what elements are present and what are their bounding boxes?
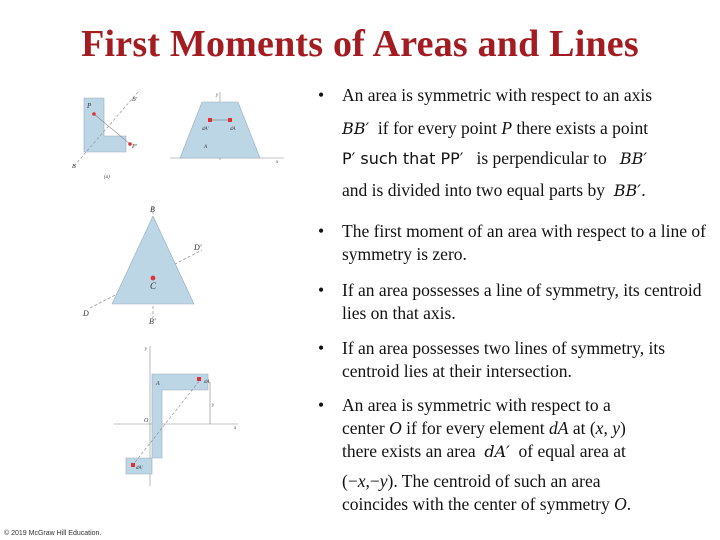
bullet5-line3: there exists an area dA′ of equal area at (342, 441, 626, 461)
label-d: D (83, 309, 89, 318)
bullet5-line2: center O if for every element dA at (x, y) (342, 418, 626, 438)
label-x: x (276, 160, 279, 165)
label-b: B (150, 205, 155, 214)
figure-a-l-shape (70, 88, 170, 188)
label-y-distance: y (212, 403, 215, 408)
bullet-dot: • (318, 338, 325, 358)
label-y: y (145, 347, 148, 352)
label-da-prime: dA′ (202, 127, 209, 132)
figure-d-z-shape (112, 340, 247, 490)
label-c: C (150, 281, 157, 291)
label-p-prime: P′ (132, 144, 137, 150)
label-a: (a) (104, 175, 110, 180)
label-y: y (216, 93, 219, 98)
bullet-symmetric-axis (318, 84, 713, 204)
label-p: P (87, 102, 92, 110)
label-o: O (144, 418, 149, 424)
bullet-symmetric-center (318, 394, 713, 524)
label-d-prime: D′ (194, 243, 202, 252)
label-area-a: A (156, 381, 160, 387)
bullet-dot: • (318, 221, 325, 241)
bullet1-line4: and is divided into two equal parts by BB′. (342, 180, 646, 200)
label-x: x (234, 426, 237, 431)
label-area-a: A (204, 145, 208, 150)
bullet5-line4: (−x,−y). The centroid of such an area (342, 471, 601, 491)
bullet3-text: If an area possesses a line of symmetry, its centroid lies on that axis. (342, 280, 702, 323)
bullet-dot: • (318, 280, 325, 300)
label-b: B (72, 164, 76, 170)
slide-title: First Moments of Areas and Lines (81, 23, 639, 65)
bullet-dot: • (318, 395, 325, 415)
copyright-footer: © 2019 McGraw Hill Education. (4, 530, 102, 537)
bullet1-line2: BB′ if for every point P there exists a point (342, 118, 649, 138)
label-b-prime: B′ (132, 97, 137, 103)
bullet1-line1: An area is symmetric with respect to an axis (342, 85, 653, 105)
bullet5-line5: coincides with the center of symmetry O. (342, 494, 632, 514)
bullet-dot: • (318, 85, 325, 105)
figure-c-triangle (80, 198, 220, 328)
label-da: dA (204, 380, 210, 385)
bullet1-line3: P′ such that PP′ is perpendicular to BB′ (342, 148, 648, 168)
label-b-prime: B′ (149, 317, 156, 326)
label-da: dA (230, 127, 236, 132)
figure-b-trapezoid (168, 88, 290, 168)
bullet2-text: The first moment of an area with respect to a line of symmetry is zero. (342, 221, 706, 264)
bullet5-line1: An area is symmetric with respect to a (342, 395, 611, 415)
label-da-prime: dA′ (136, 466, 143, 471)
bullet4-text: If an area possesses two lines of symmetry, its centroid lies at their intersection. (342, 338, 666, 381)
